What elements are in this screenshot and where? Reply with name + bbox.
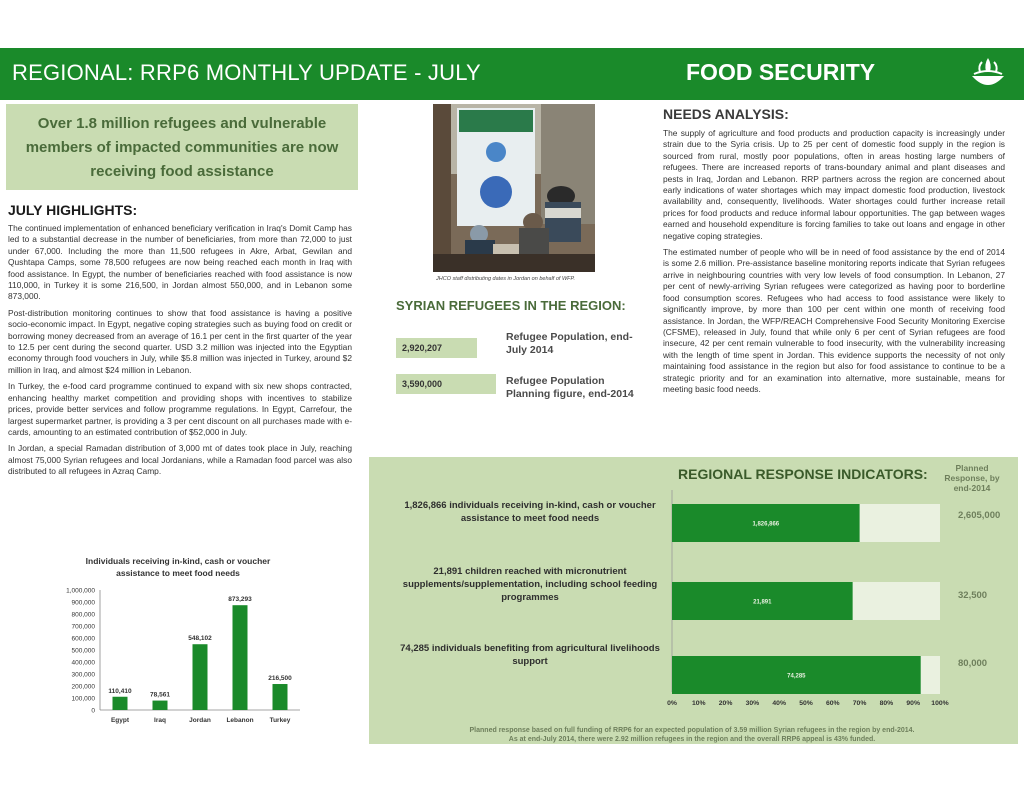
- photo-caption: JHCO staff distributing dates in Jordan on behalf of WFP.: [436, 276, 575, 282]
- sector-title: FOOD SECURITY: [686, 59, 876, 85]
- footnote-line: Planned response based on full funding of RRP6 for an expected population of 3.59 million Syrian refugees in the region by end-2014.: [469, 727, 915, 734]
- bar: [113, 697, 128, 710]
- header-bar: [0, 48, 1024, 100]
- y-tick-label: 500,000: [71, 647, 95, 655]
- highlights-text: [8, 223, 352, 483]
- chart-title: assistance to meet food needs: [116, 568, 240, 578]
- y-tick-label: 300,000: [71, 671, 95, 679]
- refugees-heading: SYRIAN REFUGEES IN THE REGION:: [396, 298, 626, 313]
- x-tick-label: 70%: [852, 700, 867, 707]
- x-tick-label: 10%: [691, 700, 706, 707]
- x-tick-label: 80%: [879, 700, 894, 707]
- paragraph: In Turkey, the e-food card programme continued to expand with six new shops contracted, enhancing healthy market competition and providing shops with incentives to stabilize prices, provide better services and follow programme regulations. In Egypt, Carrefour, the largest supermarket partner, is providing a 3 per cent discount on all purchases made with e-cards, amounting to an estimated contribution of $52,000 in July.: [8, 381, 352, 437]
- data-label: 1,826,866: [752, 521, 780, 528]
- y-tick-label: 200,000: [71, 683, 95, 691]
- planned-response-heading: Planned Response, by end-2014: [944, 463, 1000, 493]
- y-tick-label: 0: [91, 707, 95, 715]
- indicator-label: 74,285 individuals benefiting from agricultural livelihoods support: [400, 643, 660, 667]
- response-footnote: [372, 726, 1012, 744]
- y-tick-label: 100,000: [71, 695, 95, 703]
- photo-illustration: [433, 104, 595, 272]
- y-tick-label: 900,000: [71, 599, 95, 607]
- x-tick-label: 90%: [906, 700, 921, 707]
- data-label: 873,293: [228, 596, 252, 604]
- x-tick-label: Turkey: [269, 717, 291, 724]
- needs-heading: NEEDS ANALYSIS:: [663, 106, 789, 122]
- data-label: 21,891: [753, 599, 772, 606]
- bar: [193, 644, 208, 710]
- planned-value: 32,500: [958, 590, 988, 601]
- indicator-label: 1,826,866 individuals receiving in-kind, cash or voucher assistance to meet food needs: [404, 500, 656, 524]
- x-tick-label: Lebanon: [226, 717, 254, 724]
- y-tick-label: 400,000: [71, 659, 95, 667]
- y-tick-label: 800,000: [71, 611, 95, 619]
- bar: [273, 684, 288, 710]
- data-label: 74,285: [787, 673, 806, 680]
- x-tick-label: 20%: [718, 700, 733, 707]
- y-tick-label: 700,000: [71, 623, 95, 631]
- paragraph: The continued implementation of enhanced beneficiary verification in Iraq's Domit Camp has led to a substantial decrease in the number of beneficiaries, from more than 72,000 to just under 67,000. Including the more than 11,500 refugees in Akre, Arbat, Gewilan and Qushtapa Camps, some 78,500 refugees are now being reached each month in Iraq with food assistance. In Egypt, the number of beneficiaries reached with food assistance is now 110,000, in Turkey it is some 216,500, in Jordan almost 550,000, and in Lebanon some 873,000.: [8, 223, 352, 302]
- paragraph: Post-distribution monitoring continues to show that food assistance is having a positive socio-economic impact. In Egypt, negative coping strategies such as buying food on credit or borrowing money decreased from an average of 16.1 per cent in the first quarter of the year to 12.5 per cent during the second quarter. USD 3.2 million was injected into the Egyptian economy through food vouchers in July, while $5.8 million was injected in Turkey, around $2 million in Iraq, and almost $24 million in Lebanon.: [8, 307, 352, 375]
- x-tick-label: Egypt: [110, 717, 130, 724]
- refugee-planning-bar: [396, 374, 496, 394]
- refugee-population-bar: [396, 338, 477, 358]
- x-tick-label: 0%: [667, 700, 677, 707]
- data-label: 78,561: [150, 691, 170, 699]
- paragraph: In Jordan, a special Ramadan distribution of 3,000 mt of dates took place in July, reaching almost 75,000 Syrian refugees and local Jordanians, while a Ramadan food parcel was also distributed to all refugees in Azraq Camp.: [8, 443, 352, 477]
- bar: [233, 605, 248, 710]
- x-tick-label: Jordan: [189, 717, 211, 724]
- x-tick-label: Iraq: [154, 717, 166, 724]
- data-label: 216,500: [268, 675, 292, 683]
- indicator-label: 21,891 children reached with micronutrient supplements/supplementation, including school feeding programmes: [402, 566, 658, 603]
- paragraph: The estimated number of people who will be in need of food assistance by the end of 2014 is some 2.6 million. Pre-assistance baseline monitoring reports indicate that Syrian refugees arrive in neighbouring countries with very low levels of food consumption. In Lebanon, 27 per cent of newly-arriving Syrian refugees were categorized as having poor to borderline food consumption scores. Refugees who had access to food assistance were likely to significantly improve, by more than 100 per cent within one month of receiving food assistance. In Jordan, the WFP/REACH Comprehensive Food Security Monitoring Exercise (CFSME), released in July, found that while only 6 per cent of Syrian refugees are food insecure, 42 per cent remain vulnerable to food insecurity, with the vulnerability increasing with the length of time spent in Jordan. This evidence supports the necessity of not only maintaining food assistance in the region but also for food assistance to continue to be a strategic priority and for an examination into alternative, more sustainable, means for meeting basic food needs.: [663, 247, 1005, 394]
- chart-title: Individuals receiving in-kind, cash or voucher: [85, 556, 271, 566]
- food-bowl-icon: [966, 54, 1010, 94]
- y-tick-label: 1,000,000: [66, 587, 95, 595]
- paragraph: The supply of agriculture and food products and production capacity is increasingly under strain due to the Syria crisis. Up to 25 per cent of domestic food supply in the region is sourced from rural, mostly poor populations, often in areas hosting large numbers of refugees. There are increased reports of trans-boundary animal and plant diseases and pests in Iraq, Jordan and Lebanon. RRP partners across the region are concerned about early indications of water shortages which may impact domestic food production, livestock availability and, consequently, livelihoods. Water shortages could further increase retail prices for food products and reduce informal labour opportunities. The gap between wages earned and household expenditure is forcing families to take out loans and engage in other negative coping strategies.: [663, 128, 1005, 241]
- footnote-line: As at end-July 2014, there were 2.92 million refugees in the region and the overall RRP6 appeal is 43% funded.: [508, 736, 876, 743]
- response-heading: REGIONAL RESPONSE INDICATORS:: [678, 466, 928, 482]
- x-tick-label: 100%: [931, 700, 949, 707]
- callout-line: receiving food assistance: [90, 163, 274, 180]
- refugee-population-label: Refugee Population, end-July 2014: [506, 331, 633, 356]
- refugee-population-value: 2,920,207: [402, 343, 443, 353]
- callout-line: members of impacted communities are now: [25, 139, 339, 156]
- x-tick-label: 60%: [825, 700, 840, 707]
- x-tick-label: 40%: [772, 700, 787, 707]
- highlights-heading: JULY HIGHLIGHTS:: [8, 202, 138, 218]
- planned-value: 80,000: [958, 658, 988, 669]
- refugee-planning-value: 3,590,000: [402, 379, 443, 389]
- response-progress-chart: [660, 486, 950, 710]
- planned-value: 2,605,000: [958, 510, 1001, 521]
- x-tick-label: 30%: [745, 700, 760, 707]
- key-message-callout: [6, 104, 358, 190]
- y-tick-label: 600,000: [71, 635, 95, 643]
- country-bar-chart: [30, 552, 320, 732]
- bar: [153, 701, 168, 710]
- callout-line: Over 1.8 million refugees and vulnerable: [37, 115, 327, 132]
- page-title: REGIONAL: RRP6 MONTHLY UPDATE - JULY: [12, 60, 481, 85]
- needs-text: [663, 128, 1005, 400]
- data-label: 110,410: [108, 687, 132, 695]
- distribution-photo: [433, 104, 595, 272]
- data-label: 548,102: [188, 635, 212, 643]
- x-tick-label: 50%: [799, 700, 813, 707]
- refugee-planning-label: Refugee Population Planning figure, end-2014: [506, 375, 634, 400]
